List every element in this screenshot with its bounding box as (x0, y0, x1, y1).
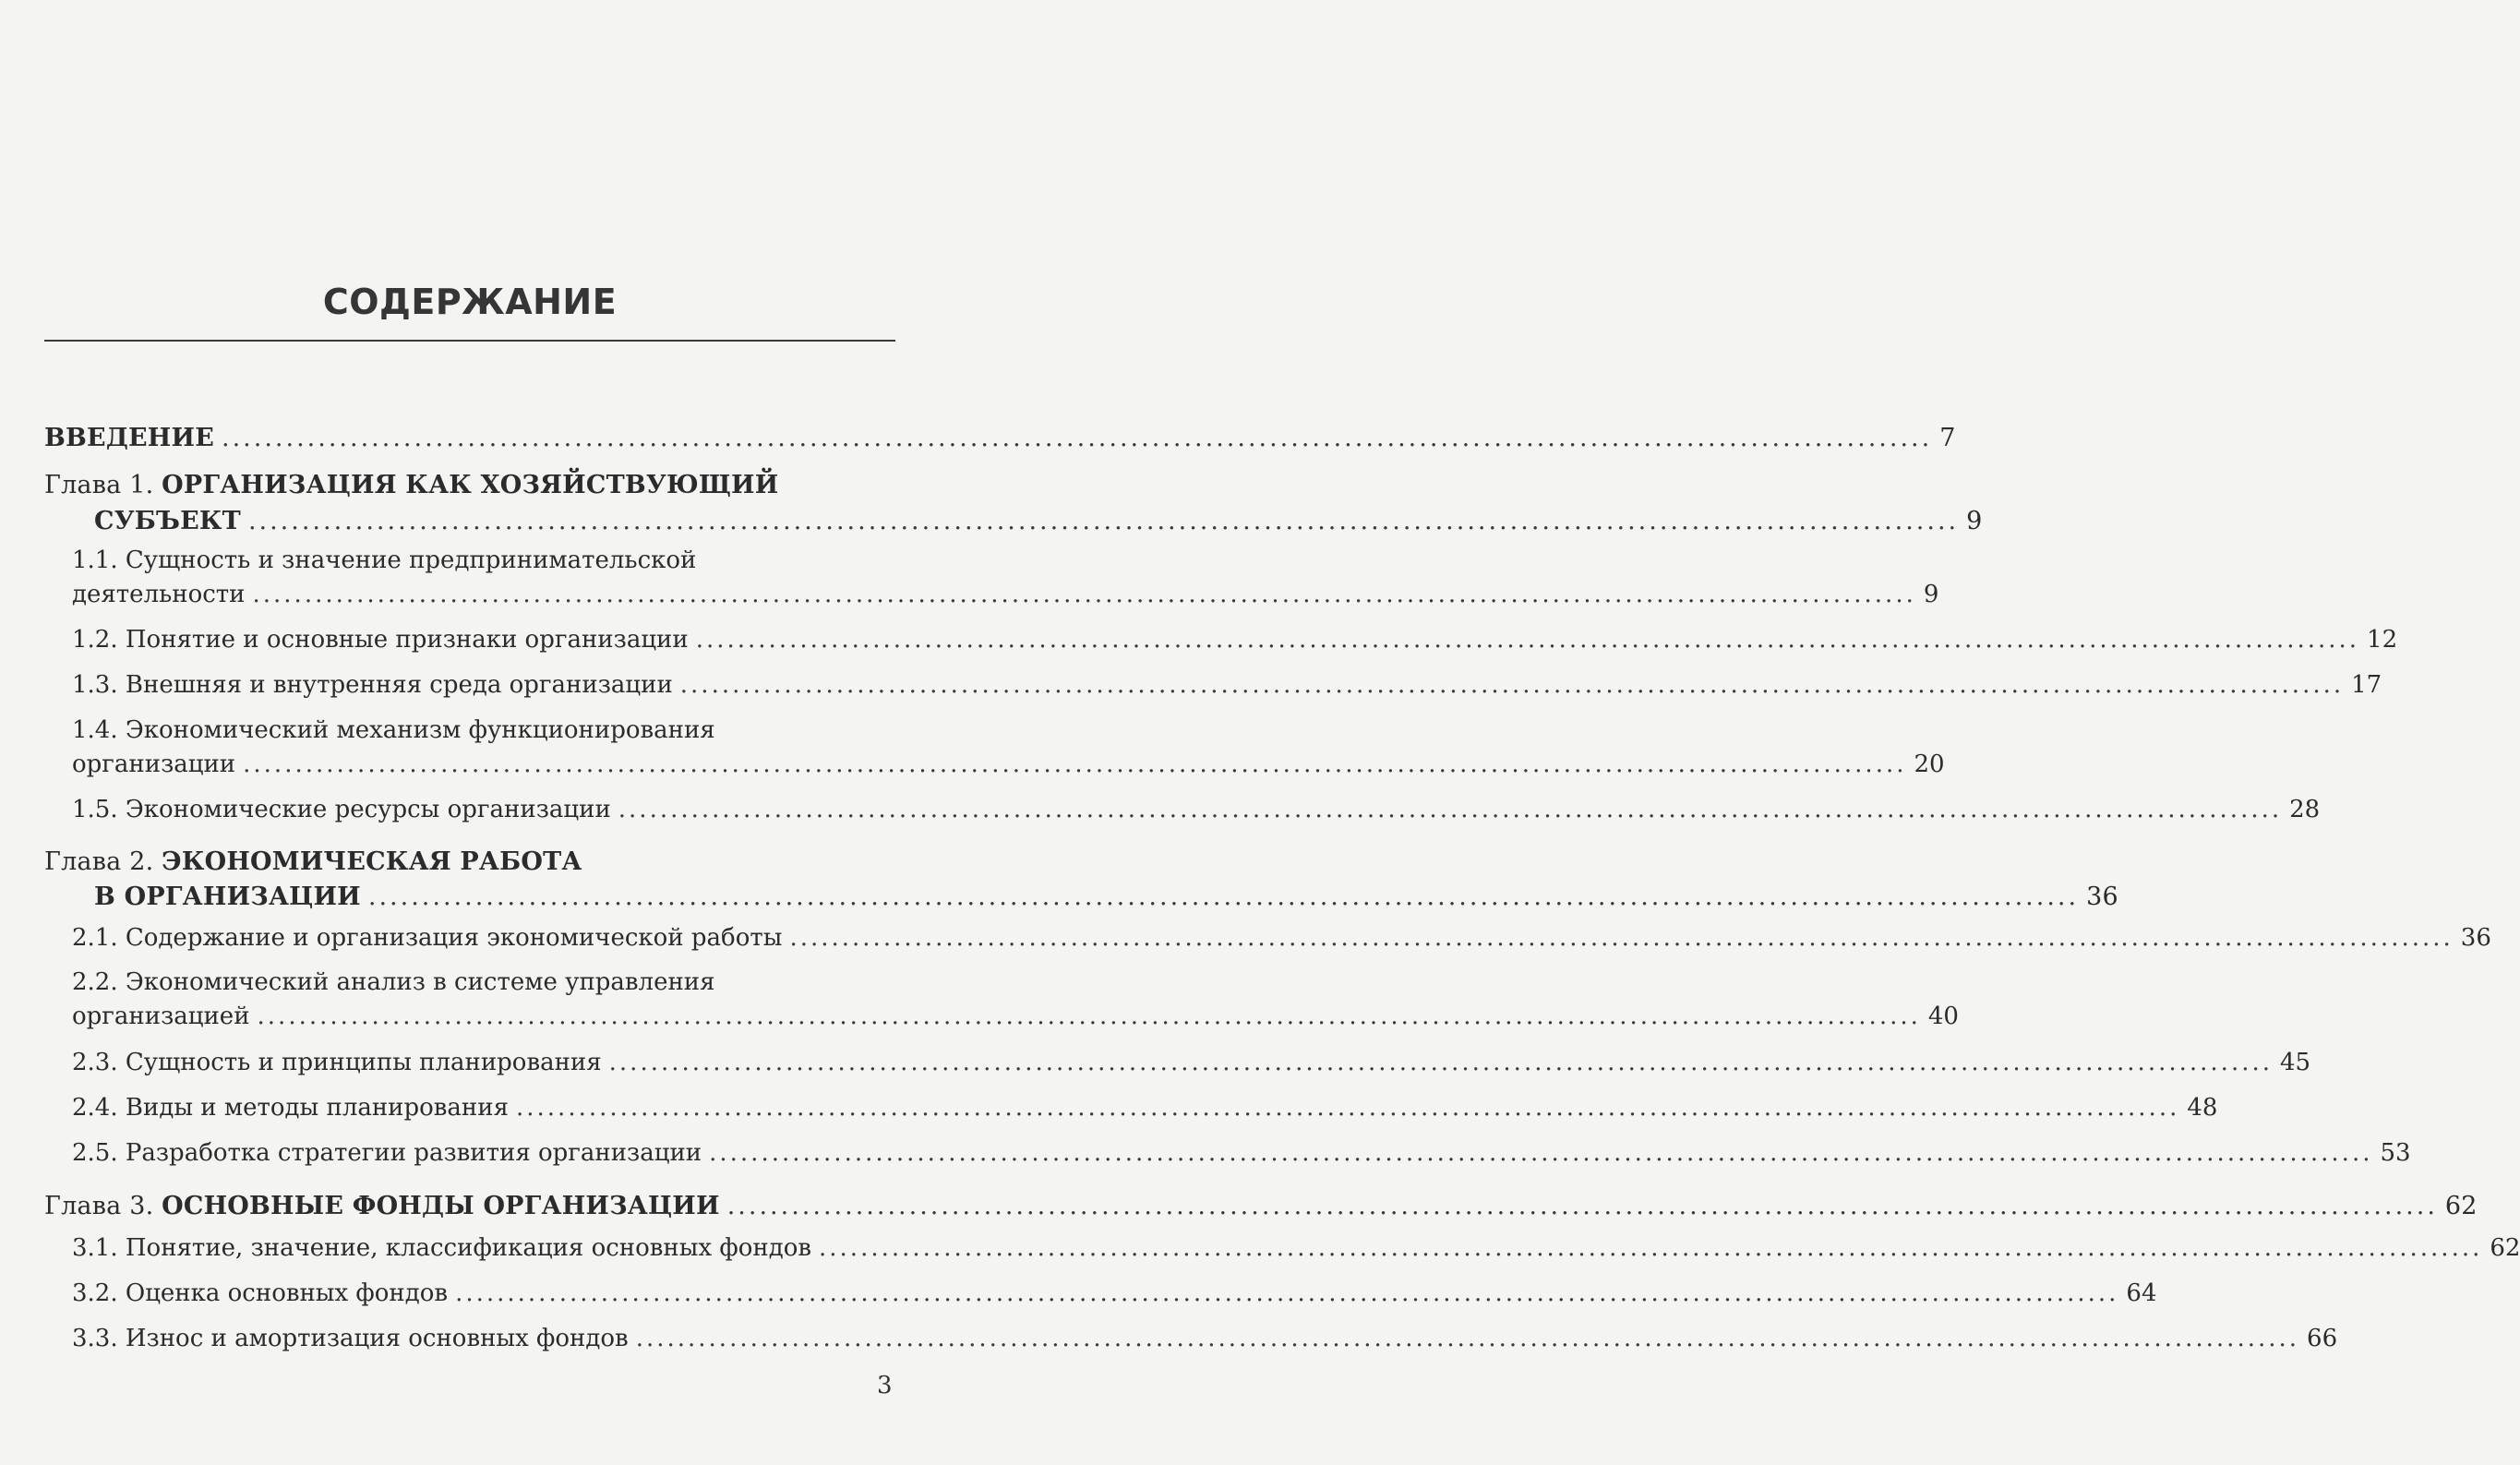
entry-page-number: 7 (1939, 424, 1956, 452)
entry-label: 2.1. Содержание и организация экономической работы (72, 924, 783, 952)
dot-leader: ................................................................................................................................................................ (455, 1279, 2119, 1307)
dot-leader: ................................................................................................................................................................ (635, 1325, 2300, 1352)
entry-label: 2.4. Виды и методы планирования (72, 1094, 509, 1122)
entry-label: 2.3. Сущность и принципы планирования (72, 1049, 602, 1076)
toc-entry-chapter-3 (44, 1192, 2478, 1221)
chapter-title-line-2: В ОРГАНИЗАЦИИ (94, 883, 361, 911)
dot-leader: ................................................................................................................................................................ (516, 1094, 2180, 1122)
entry-label: деятельности (72, 581, 246, 608)
entry-page-number: 36 (2460, 924, 2491, 952)
entry-page-number: 36 (2086, 883, 2118, 911)
toc-entry-chapter-2 (94, 883, 2118, 912)
toc-entry-section-3-2 (72, 1279, 2157, 1308)
entry-label: 3.1. Понятие, значение, классификация основных фондов (72, 1234, 812, 1262)
entry-label: 1.5. Экономические ресурсы организации (72, 796, 611, 823)
toc-chapter-1-title (44, 471, 778, 500)
chapter-title-line-1: ОРГАНИЗАЦИЯ КАК ХОЗЯЙСТВУЮЩИЙ (162, 471, 779, 499)
page-number-footer: 3 (877, 1372, 893, 1399)
page-title: СОДЕРЖАНИЕ (322, 282, 618, 322)
entry-page-number: 9 (1966, 507, 1983, 535)
toc-entry-section-2-5 (72, 1138, 2411, 1168)
toc-section-2-2-title: 2.2. Экономический анализ в системе управления (72, 968, 715, 996)
entry-page-number: 62 (2444, 1192, 2478, 1220)
dot-leader: ................................................................................................................................................................ (709, 1139, 2373, 1167)
toc-section-1-1-title: 1.1. Сущность и значение предпринимательской (72, 546, 697, 574)
entry-label: 3.2. Оценка основных фондов (72, 1279, 449, 1307)
chapter-title-line-1: ЭКОНОМИЧЕСКАЯ РАБОТА (162, 847, 582, 876)
entry-page-number: 45 (2280, 1049, 2311, 1076)
chapter-prefix: Глава 1. (44, 471, 162, 499)
toc-entry-section-1-1 (72, 580, 1939, 609)
entry-page-number: 20 (1914, 751, 1945, 778)
entry-label: ВВЕДЕНИЕ (44, 424, 215, 452)
dot-leader: ................................................................................................................................................................ (608, 1049, 2273, 1076)
dot-leader: ................................................................................................................................................................ (252, 581, 1916, 608)
toc-entry-section-1-3 (72, 670, 2382, 700)
chapter-prefix: Глава 2. (44, 847, 162, 876)
entry-label: 1.3. Внешняя и внутренняя среда организации (72, 671, 673, 699)
toc-entry-section-1-4 (72, 750, 1945, 779)
toc-entry-section-2-3 (72, 1048, 2311, 1077)
toc-entry-section-3-1 (72, 1233, 2520, 1263)
dot-leader: ................................................................................................................................................................ (819, 1234, 2483, 1262)
toc-entry-chapter-1 (94, 507, 1983, 536)
toc-entry-section-2-2 (72, 1002, 1959, 1031)
entry-page-number: 62 (2490, 1234, 2520, 1262)
chapter-prefix: Глава 3. (44, 1192, 162, 1220)
toc-entry-section-3-3 (72, 1324, 2338, 1353)
toc-entry-introduction (44, 424, 1956, 453)
entry-page-number: 12 (2367, 626, 2398, 654)
chapter-title-line-2: СУБЪЕКТ (94, 507, 241, 535)
entry-page-number: 66 (2307, 1325, 2338, 1352)
entry-label: 2.5. Разработка стратегии развития организации (72, 1139, 702, 1167)
entry-label: 1.2. Понятие и основные признаки организации (72, 626, 689, 654)
dot-leader: ................................................................................................................................................................ (243, 751, 1907, 778)
entry-page-number: 17 (2351, 671, 2382, 699)
entry-label: организацией (72, 1003, 250, 1030)
dot-leader: ................................................................................................................................................................ (222, 424, 1933, 452)
entry-page-number: 64 (2126, 1279, 2157, 1307)
dot-leader: ................................................................................................................................................................ (679, 671, 2345, 699)
entry-page-number: 28 (2289, 796, 2321, 823)
entry-label: организации (72, 751, 236, 778)
entry-page-number: 53 (2380, 1139, 2411, 1167)
entry-label: 3.3. Износ и амортизация основных фондов (72, 1325, 629, 1352)
toc-entry-section-1-5 (72, 795, 2321, 824)
entry-label (44, 1192, 720, 1221)
toc-entry-section-2-1 (72, 923, 2491, 953)
dot-leader: ................................................................................................................................................................ (618, 796, 2283, 823)
toc-entry-section-2-4 (72, 1093, 2218, 1123)
dot-leader: ................................................................................................................................................................ (247, 507, 1960, 535)
chapter-title: ОСНОВНЫЕ ФОНДЫ ОРГАНИЗАЦИИ (162, 1192, 720, 1220)
entry-page-number: 48 (2187, 1094, 2218, 1122)
entry-page-number: 9 (1923, 581, 1939, 608)
toc-section-1-4-title: 1.4. Экономический механизм функционирования (72, 716, 715, 744)
toc-chapter-2-title (44, 847, 582, 877)
dot-leader: ................................................................................................................................................................ (257, 1003, 1921, 1030)
dot-leader: ................................................................................................................................................................ (695, 626, 2360, 654)
entry-page-number: 40 (1927, 1003, 1959, 1030)
dot-leader: ................................................................................................................................................................ (367, 883, 2080, 911)
toc-entry-section-1-2 (72, 625, 2398, 654)
dot-leader: ................................................................................................................................................................ (726, 1192, 2438, 1220)
dot-leader: ................................................................................................................................................................ (789, 924, 2454, 952)
